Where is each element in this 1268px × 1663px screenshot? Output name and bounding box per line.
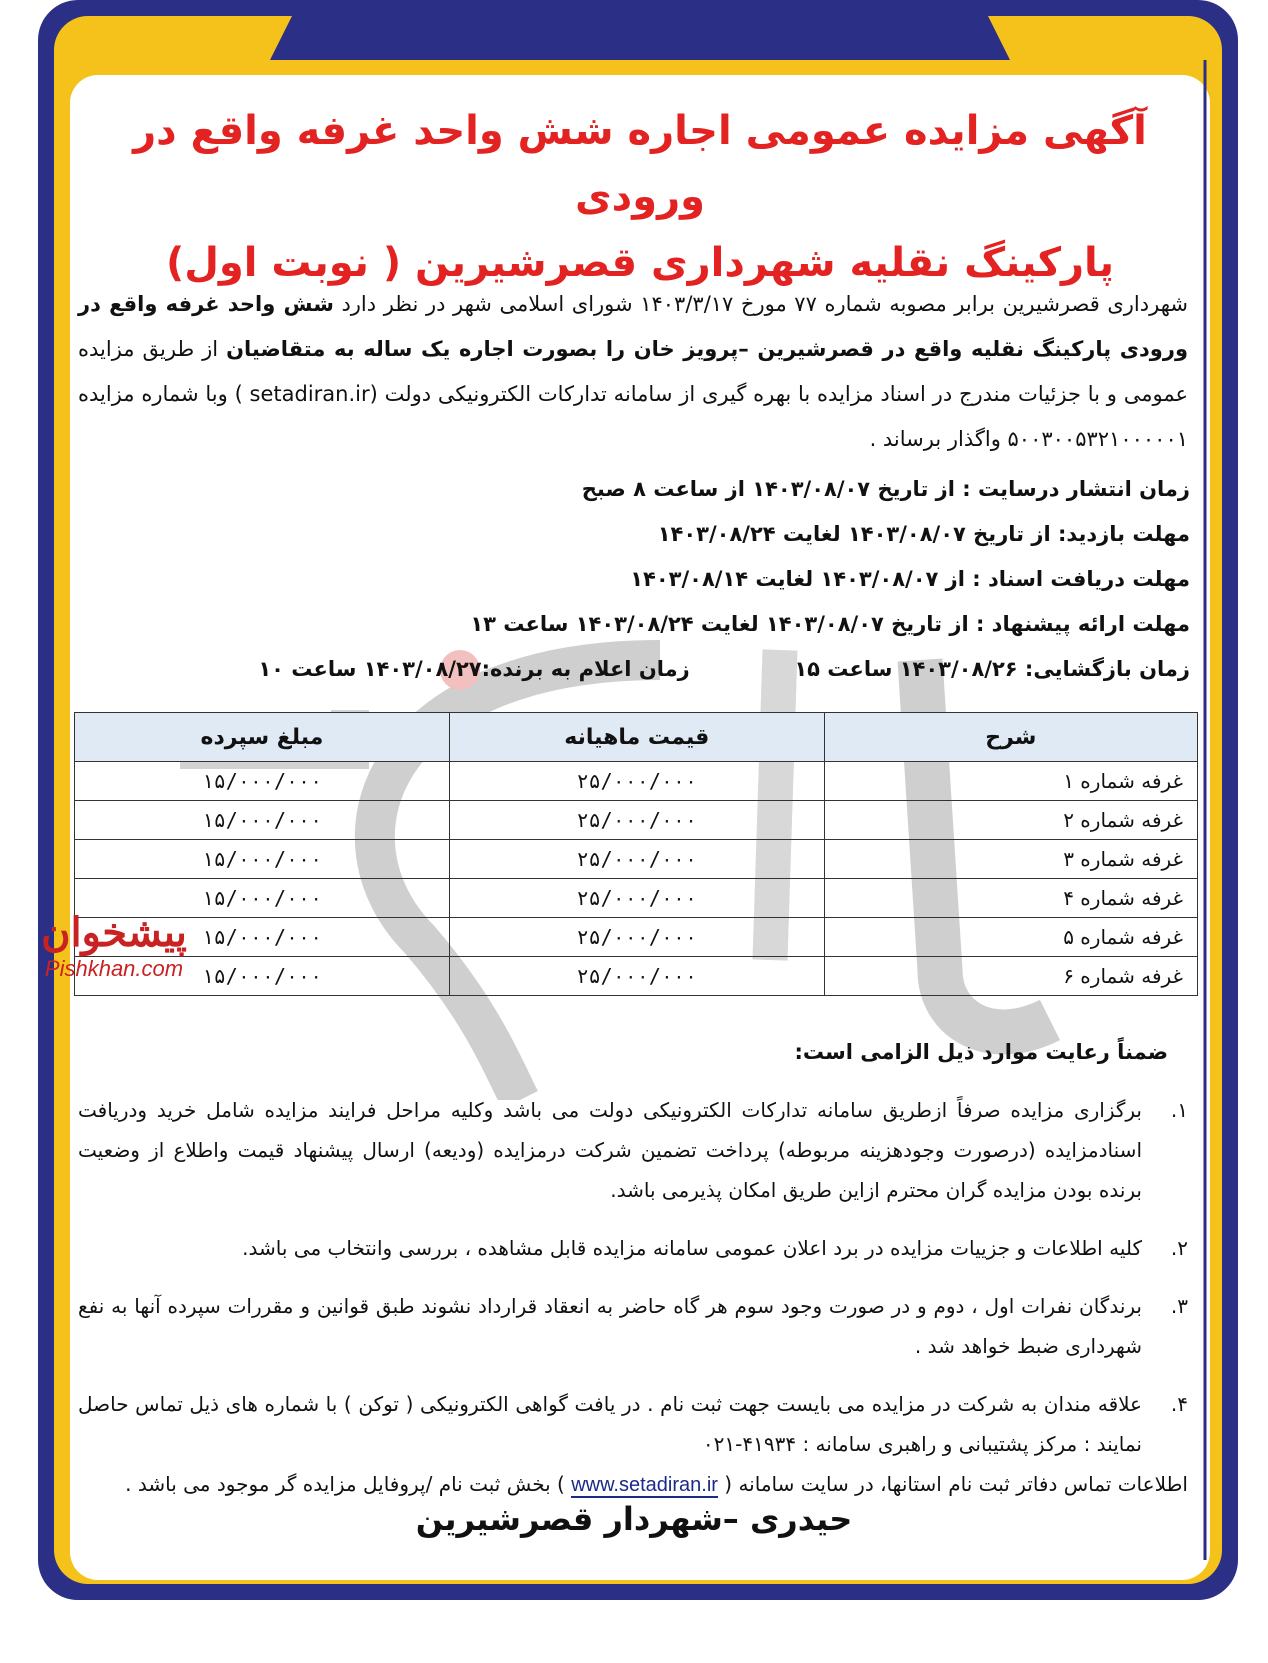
table-row [75, 957, 1198, 996]
cell-deposit: ۱۵/۰۰۰/۰۰۰ [75, 762, 450, 801]
note-text: برگزاری مزایده صرفاً ازطریق سامانه تدارکات الکترونیکی دولت می باشد وکلیه مراحل فرایند مزایده شامل خرید ودریافت اسنادمزایده (درصورت وجودهزینه مربوطه) پرداخت تضمین شرکت درمزایده (ودیعه) ارسال پیشنهاد قیمت واطلاع از وضعیت برنده بودن مزایده گران محترم ازاین طریق امکان پذیرمی باشد. [78, 1098, 1142, 1202]
winner-date: زمان اعلام به برنده:۱۴۰۳/۰۸/۲۷ ساعت ۱۰ [258, 657, 690, 681]
list-item [78, 1384, 1188, 1464]
cell-deposit: ۱۵/۰۰۰/۰۰۰ [75, 801, 450, 840]
offer-deadline: مهلت ارائه پیشنهاد : از تاریخ ۱۴۰۳/۰۸/۰۷ لغایت ۱۴۰۳/۰۸/۲۴ ساعت ۱۳ [470, 612, 1190, 636]
cell-monthly-price: ۲۵/۰۰۰/۰۰۰ [449, 840, 824, 879]
notes-list [78, 1090, 1188, 1505]
list-item [78, 1090, 1188, 1210]
pishkhan-logo [14, 910, 214, 982]
header-deposit: مبلغ سپرده [75, 713, 450, 762]
note-number: ۲. [1170, 1236, 1188, 1260]
contact-text-b: ) بخش ثبت نام /پروفایل مزایده گر موجود می باشد . [125, 1472, 565, 1496]
cell-monthly-price: ۲۵/۰۰۰/۰۰۰ [449, 762, 824, 801]
table-row [75, 801, 1198, 840]
cell-description: غرفه شماره ۳ [824, 840, 1197, 879]
cell-monthly-price: ۲۵/۰۰۰/۰۰۰ [449, 879, 824, 918]
contact-line [78, 1464, 1188, 1505]
publish-date: زمان انتشار درسایت : از تاریخ ۱۴۰۳/۰۸/۰۷ از ساعت ۸ صبح [581, 477, 1190, 501]
notes-heading: ضمناً رعایت موارد ذیل الزامی است: [794, 1040, 1168, 1064]
note-text: برندگان نفرات اول ، دوم و در صورت وجود سوم هر گاه حاضر به انعقاد قرارداد نشوند طبق قوانین و مقررات سپرده آنها به نفع شهرداری ضبط خواهد شد . [78, 1294, 1142, 1358]
note-text: کلیه اطلاعات و جزییات مزایده در برد اعلان عمومی سامانه مزایده قابل مشاهده ، بررسی وانتخاب می باشد. [242, 1236, 1142, 1260]
cell-deposit: ۱۵/۰۰۰/۰۰۰ [75, 957, 450, 996]
para-part-1: شهرداری قصرشیرین برابر مصوبه شماره ۷۷ مورخ ۱۴۰۳/۳/۱۷ شورای اسلامی شهر در نظر دارد [333, 292, 1188, 316]
title-line-1: آگهی مزایده عمومی اجاره شش واحد غرفه واقع در ورودی [133, 108, 1147, 220]
setadiran-link[interactable]: www.setadiran.ir [571, 1474, 718, 1496]
table-row [75, 840, 1198, 879]
logo-english: Pishkhan.com [44, 956, 184, 981]
table-row [75, 918, 1198, 957]
logo-persian: پیشخوان [41, 909, 187, 956]
para-part-2: از طریق مزایده عمومی و با جزئیات مندرج در اسناد مزایده با بهره گیری از سامانه تدارکات الکترونیکی دولت (setadiran.ir ) وبا شماره مزایده ۵۰۰۳۰۰۵۳۲۱۰۰۰۰۰۱ واگذار برساند . [78, 337, 1188, 451]
cell-description: غرفه شماره ۶ [824, 957, 1197, 996]
cell-deposit: ۱۵/۰۰۰/۰۰۰ [75, 879, 450, 918]
booth-table [74, 712, 1198, 996]
notice-paragraph [78, 282, 1188, 462]
cell-deposit: ۱۵/۰۰۰/۰۰۰ [75, 840, 450, 879]
cell-description: غرفه شماره ۱ [824, 762, 1197, 801]
cell-description: غرفه شماره ۵ [824, 918, 1197, 957]
note-number: ۱. [1170, 1098, 1188, 1122]
cell-description: غرفه شماره ۴ [824, 879, 1197, 918]
note-text: علاقه مندان به شرکت در مزایده می بایست جهت ثبت نام . در یافت گواهی الکترونیکی ( توکن ) با شماره های ذیل تماس حاصل نمایند : مرکز پشتیبانی و راهبری سامانه : ۴۱۹۳۴-۰۲۱ [78, 1392, 1142, 1456]
list-item [78, 1286, 1188, 1366]
header-monthly-price: قیمت ماهیانه [449, 713, 824, 762]
note-number: ۳. [1170, 1294, 1188, 1318]
table-row [75, 879, 1198, 918]
note-number: ۴. [1170, 1392, 1188, 1416]
visit-deadline: مهلت بازدید: از تاریخ ۱۴۰۳/۰۸/۰۷ لغایت ۱۴۰۳/۰۸/۲۴ [657, 522, 1190, 546]
dates-block [80, 467, 1190, 692]
cell-description: غرفه شماره ۲ [824, 801, 1197, 840]
header-description: شرح [824, 713, 1197, 762]
title-line-2: پارکینگ نقلیه شهرداری قصرشیرین ( نوبت اول) [165, 240, 1115, 286]
cell-monthly-price: ۲۵/۰۰۰/۰۰۰ [449, 918, 824, 957]
para-bold: شش واحد غرفه واقع در ورودی پارکینگ نقلیه واقع در قصرشیرین –پرویز خان را بصورت اجاره یک ساله به متقاضیان [78, 292, 1189, 361]
table-header-row [75, 713, 1198, 762]
contact-text-a: اطلاعات تماس دفاتر ثبت نام استانها، در سایت سامانه ( [724, 1472, 1188, 1496]
opening-row [80, 647, 1190, 692]
cell-monthly-price: ۲۵/۰۰۰/۰۰۰ [449, 801, 824, 840]
docs-deadline: مهلت دریافت اسناد : از ۱۴۰۳/۰۸/۰۷ لغایت ۱۴۰۳/۰۸/۱۴ [630, 567, 1190, 591]
cell-monthly-price: ۲۵/۰۰۰/۰۰۰ [449, 957, 824, 996]
notice-title [120, 98, 1160, 296]
cell-deposit: ۱۵/۰۰۰/۰۰۰ [75, 918, 450, 957]
table-row [75, 762, 1198, 801]
list-item [78, 1228, 1188, 1268]
signature: حیدری –شهردار قصرشیرین [415, 1500, 853, 1538]
opening-date: زمان بازگشایی: ۱۴۰۳/۰۸/۲۶ ساعت ۱۵ [794, 657, 1190, 681]
